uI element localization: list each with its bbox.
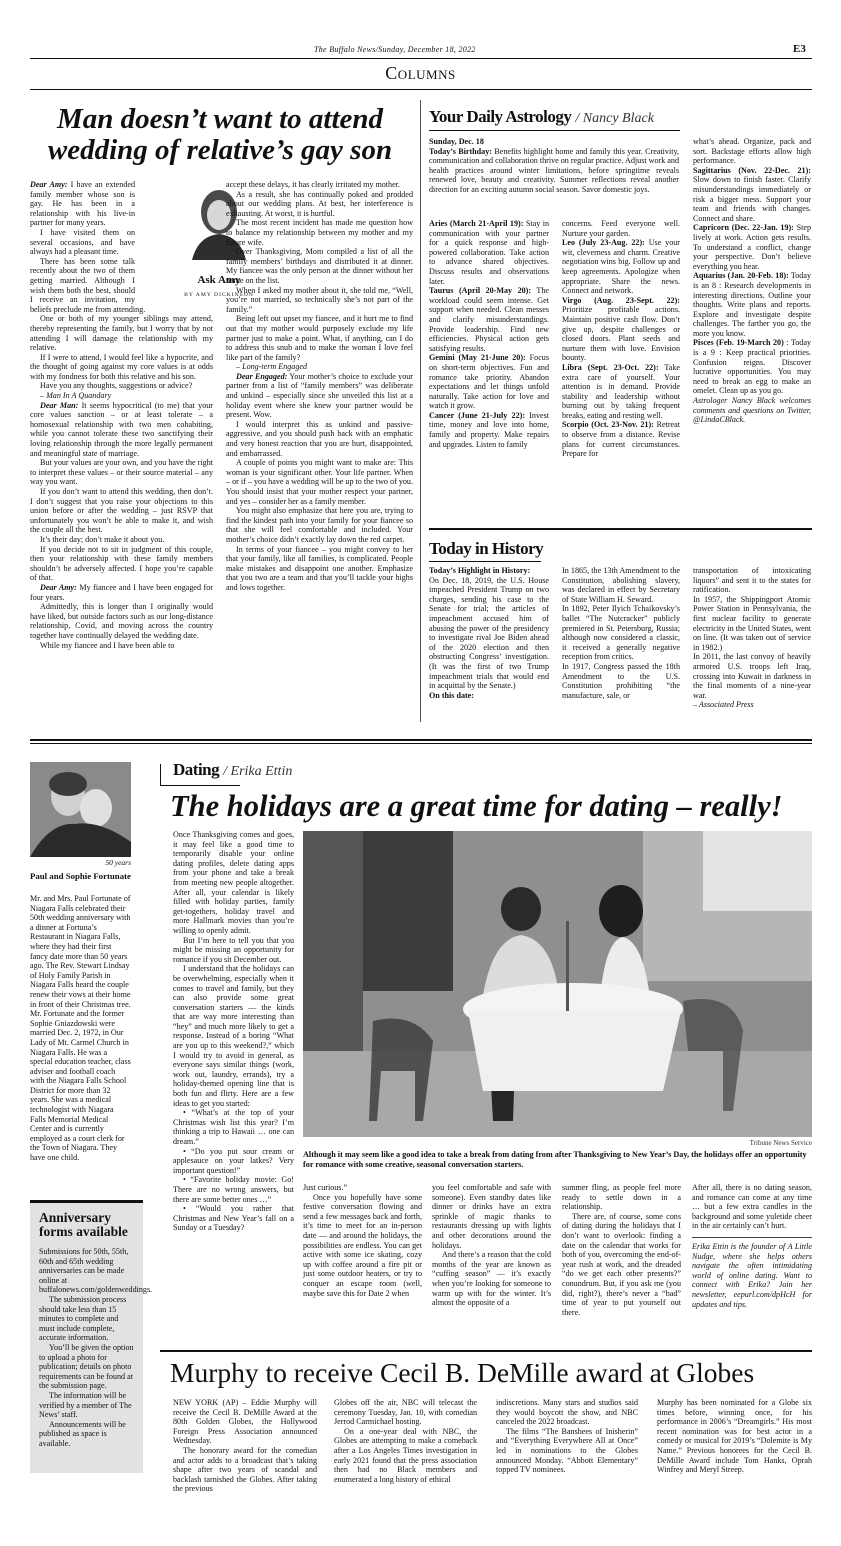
- paragraph: If I were to attend, I would feel like a hypocrite, and the thought of going against my core values is at odds with my fondness for both this relative and his son.: [30, 352, 213, 381]
- astrology-intro: [429, 137, 679, 195]
- paragraph: On a one-year deal with NBC, the Globes are attempting to make a comeback after a Los Angeles Times investigation in early 2021 found that the press association then had no Black members and enumerated a long history of ethical: [334, 1426, 477, 1484]
- paragraph: In 2011, the last convoy of heavily armored U.S. troops left Iraq, crossing into Kuwait in darkness in the final moments of a nine-year war.: [693, 652, 811, 700]
- paragraph: • “What’s at the top of your Christmas wish list this year? I’m thinking a trip to Hawaii … one can dream.”: [173, 1108, 294, 1146]
- paragraph: The submission process should take less than 15 minutes to complete and must include complete, accurate information.: [39, 1294, 127, 1343]
- page-number: E3: [793, 43, 806, 55]
- paragraph: summer fling, as people feel more ready to settle down in a relationship.: [562, 1183, 681, 1212]
- paragraph: Announcements will be published as space is available.: [39, 1419, 126, 1448]
- ask-amy-logo: Ask Amy: [197, 274, 241, 286]
- paragraph: In 1917, Congress passed the 18th Amendment to the U.S. Constitution prohibiting “the manufacture, sale, or: [562, 661, 680, 700]
- paragraph: Capricorn (Dec. 22-Jan. 19): Step lively at work. Action gets results. To understand a conflict, change your perspective. Don’t believe everything you hear.: [693, 223, 811, 271]
- paragraph: When I asked my mother about it, she told me, “Well, you’re not married, so technically she’s not part of the family.”: [226, 285, 413, 314]
- paragraph: Sagittarius (Nov. 22-Dec. 21): Slow down to finish faster. Clarify misunderstandings immediately or risk a bigger mess. Support your team and friends with changes. Connect and share.: [693, 165, 811, 223]
- paragraph: Taurus (April 20-May 20): The workload could seem intense. Get support when needed. Clean messes and clarify misunderstandings. Provide leadership. Find new efficiencies. Physical action gets satisfying results.: [429, 286, 549, 353]
- paragraph: While my fiancee and I have been able to: [40, 640, 175, 650]
- paragraph: Scorpio (Oct. 23-Nov. 21): Retreat to observe from a distance. Revise plans for current circumstances. Prepare for: [562, 420, 680, 459]
- paragraph: Once Thanksgiving comes and goes, it may feel like a good time to temporarily disable your online dating profiles, delete dating apps from your phone and take a break from meeting new people altogether. After all, your calendar is likely filled with holiday parties, family get-togethers, holiday travel and more Hallmark movies than you’re willing to openly admit.: [173, 830, 294, 935]
- paragraph: Once you hopefully have some festive conversation flowing and send a few messages back and forth, it’s time to meet for an in-person date — and around the holidays, the possibilities are endless. You can get active with some ice skating, cozy up with coffee around a fire pit or just some outdoor heaters, or try to conquer an escape room (well, maybe save this for Date 2 when: [303, 1192, 422, 1298]
- paragraph: indiscretions. Many stars and studios said they would boycott the show, and NBC canceled the 2022 broadcast.: [496, 1398, 638, 1427]
- astrology-col-a: [429, 219, 549, 449]
- anniversary-body: [30, 894, 131, 1163]
- paragraph: Dear Amy: My fiancee and I have been engaged for four years.: [30, 582, 213, 602]
- paragraph: After all, there is no dating season, and romance can come at any time … but a few extra candles in the background and some yuletide cheer in the air certainly can’t hurt.: [692, 1183, 812, 1231]
- paragraph: Libra (Sept. 23-Oct. 22): Take extra care of yourself. Your attention is in demand. Provide stability and leadership without burning out by taking frequent breaks, eating and resting well.: [562, 362, 680, 420]
- paragraph: You’ll be given the option to upload a photo for publication; details on photo requirements can be found at the submission page.: [39, 1342, 134, 1391]
- dating-col2: [303, 1183, 422, 1298]
- paragraph: concerns. Feed everyone well. Nurture your garden.: [562, 219, 680, 238]
- paragraph: Today’s Highlight in History:: [429, 566, 531, 575]
- paragraph: It’s their day; don’t make it about you.: [40, 534, 165, 544]
- paragraph: Dear Amy: I have an extended family member whose son is gay. He has been in a relationship with his live-in partner for many years.: [30, 180, 136, 228]
- murphy-col1: [173, 1398, 317, 1494]
- paragraph: If you decide not to sit in judgment of this couple, then your relationship with these family members shouldn’t be adversely affected. I hope you’re capable of that.: [30, 544, 213, 583]
- paragraph: • “Would you rather that Christmas and New Year’s fall on a Sunday or a Tuesday?: [173, 1204, 294, 1233]
- couple-photo: [30, 762, 131, 857]
- paragraph: Aries (March 21-April 19): Stay in communication with your partner for a quick response and high-powered collaboration. Take action to advance shared objectives. Discuss results and observations later.: [429, 219, 549, 286]
- astrology-col-c: [693, 137, 811, 425]
- ask-amy-text-2: [226, 180, 413, 593]
- paragraph: what’s ahead. Organize, pack and sort. Backstage efforts allow high performance.: [693, 137, 811, 166]
- paragraph: Have you any thoughts, suggestions or advice?: [40, 381, 193, 391]
- dating-bio: Erika Ettin is the founder of A Little Nudge, where she helps others navigate the often intimidating world of online dating. Want to connect with Erika? Join her newsletter, eepurl.com/dpHcH for updates and tips.: [692, 1237, 812, 1309]
- paragraph: The information will be verified by a member of The News’ staff.: [39, 1390, 132, 1420]
- paragraph: You might also emphasize that here you are, trying to find the kindest path into your family for your fiancee so that she will feel comfortable and included. Your mother’s choice didn’t exactly lay down the red carpet.: [226, 506, 413, 544]
- paragraph: Murphy has been nominated for a Globe six times before, winning once, for his performance in 2006’s “Dreamgirls.” His most recent nomination was for best actor in a comedy or musical for 2019’s “Dolemite is My Name.” Previous honorees for the Cecil B. DeMille Award include Tom Hanks, Oprah Winfrey and Meryl Streep.: [657, 1398, 812, 1475]
- paragraph: The honorary award for the comedian and actor adds to a broadcast that’s taking shape after two years of scandal and backlash tarnished the Globes. After taking the previous: [173, 1445, 317, 1494]
- paragraph: In 1957, the Shippingport Atomic Power Station in Pennsylvania, the first nuclear facility to generate electricity in the United States, went on line. (It was taken out of service in 1982.): [693, 594, 811, 652]
- paragraph: Submissions for 50th, 55th, 60th and 65th wedding anniversaries can be made online at buffalonews.com/goldenweddings.: [39, 1247, 153, 1295]
- paragraph: In terms of your fiancee – you might convey to her that your family, like all families, is complicated. People make mistakes and disappoint one another. Emphasize that you two are a team and that you’ll tackle your highs and lows together.: [226, 544, 413, 592]
- paragraph: Over Thanksgiving, Mom compiled a list of all the family members’ birthdays and distributed it at dinner. My fiancee was the only person at the dinner without her name on the list.: [226, 247, 413, 285]
- paragraph: And there’s a reason that the cold months of the year are known as “cuffing season” — it’s exactly when you’re looking for someone to warm up with for the winter. It’s almost the opposite of a: [432, 1250, 551, 1308]
- paragraph: The most recent incident has made me question how to balance my relationship between my mother and my future wife.: [226, 218, 413, 247]
- astrology-col-b: [562, 219, 680, 459]
- paragraph: But your values are your own, and you have the right to interpret these values – or their source material – any way you want.: [30, 458, 213, 487]
- history-col2: [562, 566, 680, 700]
- dating-col4: [562, 1183, 681, 1317]
- byline: BY AMY DICKINSON: [184, 292, 254, 298]
- history-col1: [429, 566, 549, 700]
- paragraph: NEW YORK (AP) – Eddie Murphy will receive the Cecil B. DeMille Award at the 80th Golden Globes, the Hollywood Foreign Press Association announced Wednesday.: [173, 1398, 317, 1446]
- paragraph: – Associated Press: [693, 700, 754, 710]
- anniversary-forms-box: [30, 1200, 153, 1473]
- paragraph: A couple of points you might want to make are: This woman is your significant other. Your life partner. When – or if – you have a wedding will be up to the two of you. You should insist that your mother respect your partner, and yes – consider her as a family member.: [226, 458, 413, 506]
- paragraph: But I’m here to tell you that you might be missing an opportunity for romance if you sit December out.: [173, 935, 294, 964]
- paragraph: accept these delays, it has clearly irritated my mother.: [226, 180, 400, 189]
- paragraph: I understand that the holidays can be overwhelming, especially when it comes to travel and family, but they can also provide some great conversation starters — the kinds that are way more interesting than “hey” and much more likely to get a response. Instead of a boring “What are you up to this weekend?,” which I would try to avoid in general, as everyone says similar things (work, work out, laundry, errands), try a holiday-themed opening line that is both fun and flirty. Here are a few ideas to get you started:: [173, 964, 294, 1108]
- paragraph: Gemini (May 21-June 20): Focus on short-term objectives. Fun and romance take priority. Abandon expectations and let things unfold naturally. Take action for love and watch it grow.: [429, 353, 549, 411]
- astrology-title: Your Daily Astrology: [429, 107, 572, 126]
- murphy-col2: [334, 1398, 477, 1484]
- paragraph: There are, of course, some cons of dating during the holidays that I don’t want to overlook: finding a date on the calendar that works for both of you, overcoming the end-of-year rush at work, and the dreaded “do we get each other presents?” conundrum. But, if you ask me (you did, right?), there’s never a “bad” time of year to put yourself out there.: [562, 1211, 681, 1317]
- paragraph: you feel comfortable and safe with someone). Even standby dates like dinner or drinks have an extra sprinkle of magic thanks to restaurants dressing up with lights and other decorations around the holidays.: [432, 1183, 551, 1250]
- paragraph: Cancer (June 21-July 22): Invest time, money and love into home, family and property. Make repairs and upgrades. Listen to family: [429, 410, 549, 449]
- paragraph: I have visited them on several occasions, and have always had a pleasant time.: [30, 227, 135, 257]
- paragraph: Astrologer Nancy Black welcomes comments and questions on Twitter, @LindaCBlack.: [693, 396, 811, 425]
- paragraph: Dear Man: It seems hypocritical (to me) that your core values sanction – or at least tolerate – a homosexual relationship with two men cohabiting, while you cannot tolerate these two sanctifying their loving relationship through the more legally permanent and meaningful state of marriage.: [30, 400, 213, 458]
- dating-title: Dating: [173, 760, 220, 779]
- paragraph: As a result, she has continually poked and prodded about our wedding plans. At best, her interference is exhausting. At worst, it is hurtful.: [226, 189, 413, 218]
- paragraph: Being left out upset my fiancee, and it hurt me to find out that my mother would purposely exclude my life partner just to make a point. What, if anything, can I do to address this snub and to make the woman I love feel like part of the family?: [226, 314, 413, 362]
- paragraph: In 1892, Peter Ilyich Tchaikovsky’s ballet “The Nutcracker” publicly premiered in St. Petersburg, Russia; although now considered a classic, it received a generally negative reception from critics.: [562, 604, 680, 662]
- history-col3: [693, 566, 811, 710]
- paragraph: Virgo (Aug. 23-Sept. 22): Prioritize profitable actions. Maintain positive cash flow. Don’t give up, despite challenges or closed doors. Plant seeds and nurture them with love. Envision bounty.: [562, 295, 680, 363]
- paragraph: Pisces (Feb. 19-March 20) : Today is a 9 : Keep practical priorities. Confusion reigns. Discover lucrative opportunities. You may need to break an egg to make an omelet. Clean up as you go.: [693, 338, 811, 396]
- anniversary-years: 50 years: [105, 858, 131, 867]
- paragraph: Aquarius (Jan. 20-Feb. 18): Today is an 8 : Research developments in interesting directions. Outline your thoughts. Write plans and reports. Explore and investigate despite challenges. The farther you go, the more you know.: [693, 271, 811, 338]
- paragraph: transportation of intoxicating liquors” and sent it to the states for ratification.: [693, 566, 811, 595]
- ask-amy-headline: Man doesn’t want to attend wedding of relative’s gay son: [47, 103, 393, 166]
- anniversary-name: Paul and Sophie Fortunate: [30, 871, 131, 881]
- paragraph: There has been some talk recently about the two of them getting married. Although I wish them both the best, should I receive an invitation, my beliefs preclude me from attending.: [30, 256, 146, 314]
- dating-col3: [432, 1183, 551, 1308]
- murphy-col3: [496, 1398, 638, 1475]
- paragraph: In 1865, the 13th Amendment to the Constitution, abolishing slavery, was declared in effect by Secretary of State William H. Seward.: [562, 566, 680, 604]
- photo-caption: Although it may seem like a good idea to take a break from dating from after Thanksgiving to New Year’s Day, the holidays offer an opportunity for romance with some creative, seasonal conversation starters.: [303, 1150, 807, 1169]
- dating-headline: The holidays are a great time for dating – really!: [170, 789, 783, 823]
- murphy-headline: Murphy to receive Cecil B. DeMille award at Globes: [170, 1357, 755, 1388]
- paragraph: On Dec. 18, 2019, the U.S. House impeached President Trump on two charges, sending his case to the Senate for trial; the articles of impeachment accused him of abusing the power of the presidency to investigate rival Joe Biden ahead of the 2020 election and then obstructing Congress’ investigation. (It was the first of two Trump impeachment trials that would end in acquittal by the Senate.): [429, 575, 549, 691]
- dating-photo: [303, 831, 812, 1137]
- dating-author: Erika Ettin: [230, 764, 293, 779]
- paragraph: Mr. and Mrs. Paul Fortunate of Niagara Falls celebrated their 50th wedding anniversary with a dinner at Fortuna’s Restaurant in Niagara Falls, where they had their first fancy date more than 50 years ago. The Rev. Stewart Lindsay of Holy Family Parish in Niagara Falls heard the couple renew their vows at their home in front of their Christmas tree. Mr. Fortunate and the former Sophie Gniazdowski were married Dec. 2, 1972, in Our Lady of Mt. Carmel Church in Niagara Falls. He was a special education teacher, class adviser and football coach with the Niagara Falls School District for more than 32 years. She was a medical technologist with Niagara Falls Memorial Medical Center and is currently employed as a court clerk for the Town of Niagara. They have one child.: [30, 894, 131, 1163]
- murphy-col4: [657, 1398, 812, 1475]
- ask-amy-col2: [226, 180, 413, 593]
- photo-credit: Tribune News Service: [749, 1139, 812, 1147]
- paragraph: One or both of my younger siblings may attend, thereby representing the family, but I worry that by not attending I will damage the relationship with my relative.: [30, 314, 213, 353]
- paragraph: Dear Engaged: Your mother’s choice to exclude your partner from a list of “family members” was deliberate and unkind – especially since she unveiled this list at a holiday event where she knew your partner would be present. Wow.: [226, 371, 413, 420]
- paragraph: – Long-term Engaged: [236, 362, 308, 372]
- paragraph: Globes off the air, NBC will telecast the ceremony Tuesday, Jan. 10, with comedian Jerrod Carmichael hosting.: [334, 1398, 477, 1427]
- paragraph: • “Favorite holiday movie: Go! There are no wrong answers, but there are some better ones …”: [173, 1175, 294, 1204]
- paragraph: Sunday, Dec. 18: [429, 137, 484, 146]
- paragraph: If you don’t want to attend this wedding, then don’t. I don’t suggest that you raise your objections to this union before or after the wedding – just RSVP that unfortunately you won’t be able to make it, and wish the couple all the best.: [30, 487, 213, 535]
- paragraph: Just curious.”: [303, 1183, 348, 1192]
- section-title: Columns: [385, 63, 456, 83]
- dating-col1: [173, 830, 294, 1233]
- paragraph: I would interpret this as unkind and passive-aggressive, and you should push back with an emphatic and very honest reaction that you are hurt, disappointed, and embarrassed.: [226, 419, 413, 458]
- paragraph: • “Do you put sour cream or applesauce on your latkes? Very important question!”: [173, 1146, 294, 1175]
- paragraph: On this date:: [429, 690, 474, 700]
- dating-col5: [692, 1183, 812, 1309]
- astrology-label: Your Daily Astrology / Nancy Black: [429, 107, 654, 126]
- folio: The Buffalo News/Sunday, December 18, 2022: [314, 45, 476, 54]
- paragraph: – Man In A Quandary: [40, 391, 112, 401]
- forms-title: Anniversary forms available: [39, 1210, 128, 1239]
- paragraph: Admittedly, this is longer than I originally would have liked, but outside factors such as our long-distance relationship, Covid, and moving across the country together have continually delayed the wedding date.: [30, 602, 213, 640]
- astrology-author: Nancy Black: [582, 111, 654, 126]
- paragraph: The films “The Banshees of Inisherin” and “Everything Everywhere All at Once” led in nominations to the Globes announced Monday. “Abbott Elementary” topped TV nominees.: [496, 1426, 638, 1475]
- dating-label: Dating / Erika Ettin: [173, 760, 293, 779]
- history-title: Today in History: [429, 539, 544, 558]
- paragraph: Today’s Birthday: Benefits highlight home and family this year. Creativity, communication and collaboration thrive on regular practice. Adjust work and health practices around winter limitations, before springtime reveals renewed love, beauty and creativity. Summer reflections reveal another direction for an exciting autumn social season. Savor domestic joys.: [429, 146, 680, 194]
- paragraph: Leo (July 23-Aug. 22): Use your wit, cleverness and charm. Creative negotiation wins big. Follow up and keep agreements. Apologize when appropriate. Share the news. Connect and network.: [562, 238, 680, 296]
